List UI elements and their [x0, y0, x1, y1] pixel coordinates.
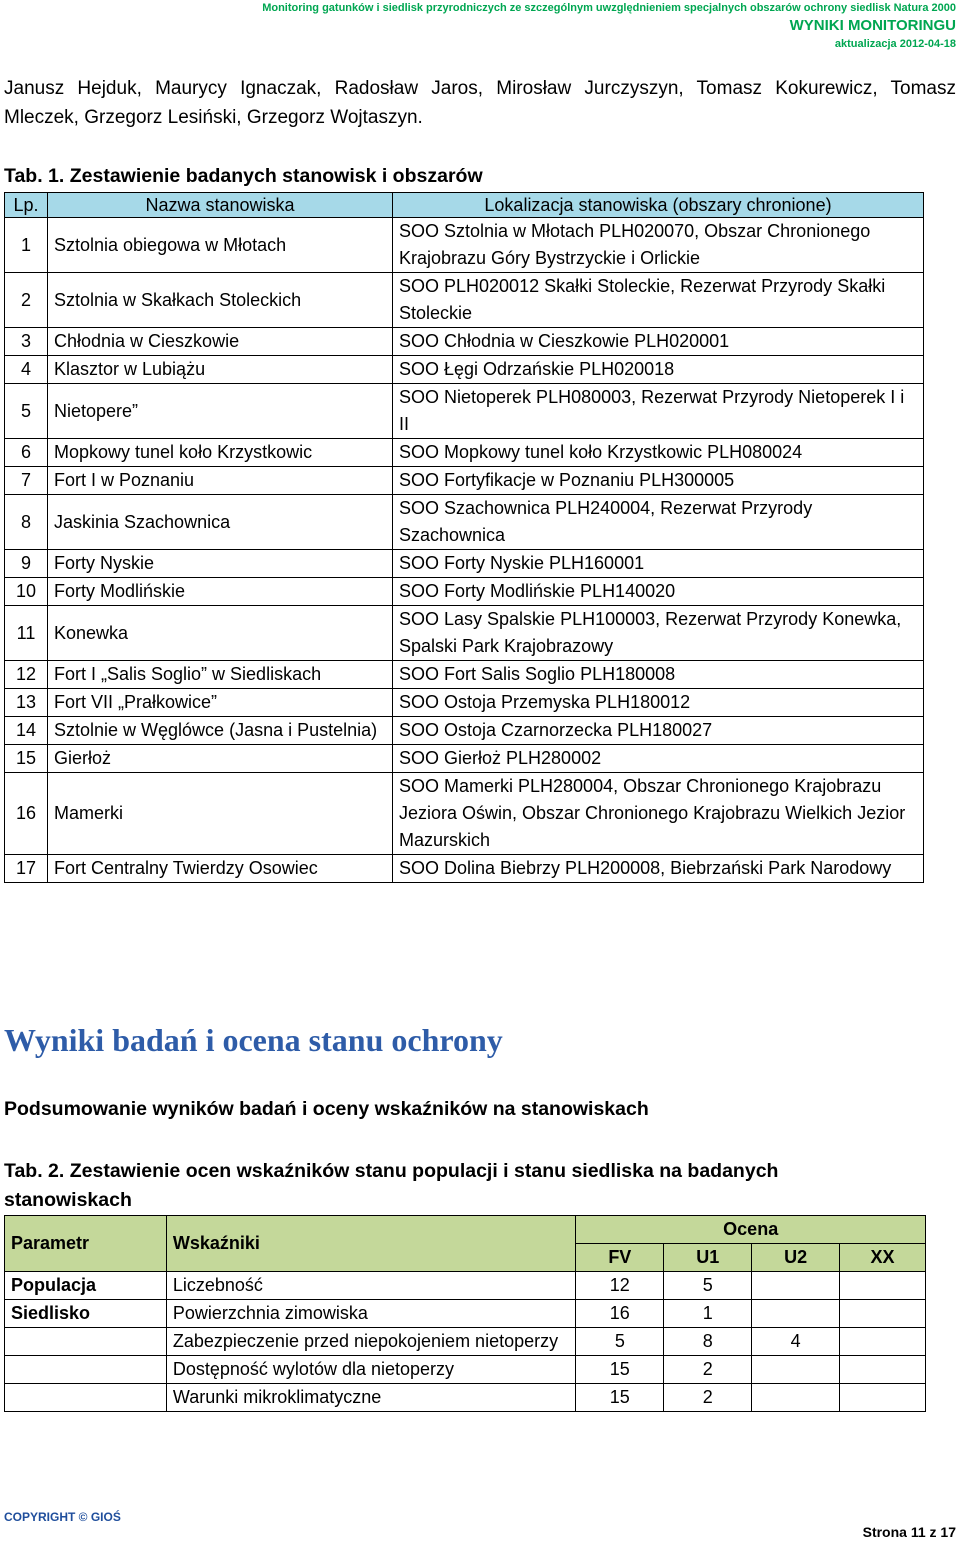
site-location: SOO Chłodnia w Cieszkowie PLH020001	[393, 328, 924, 356]
u1-cell: 1	[664, 1300, 752, 1328]
table-row	[5, 745, 924, 773]
site-location: SOO Łęgi Odrzańskie PLH020018	[393, 356, 924, 384]
site-name: Fort VII „Prałkowice”	[48, 689, 393, 717]
row-number: 4	[5, 356, 48, 384]
page-number: Strona 11 z 17	[862, 1524, 956, 1540]
site-name: Fort I „Salis Soglio” w Siedliskach	[48, 661, 393, 689]
site-name: Forty Nyskie	[48, 550, 393, 578]
parameter-cell: Siedlisko	[5, 1300, 167, 1328]
th-fv: FV	[576, 1244, 664, 1272]
site-location: SOO Sztolnia w Młotach PLH020070, Obszar Chronionego Krajobrazu Góry Bystrzyckie i Orlickie	[393, 218, 924, 273]
table-row	[5, 661, 924, 689]
row-number: 8	[5, 495, 48, 550]
u1-cell: 5	[664, 1272, 752, 1300]
row-number: 6	[5, 439, 48, 467]
th-location: Lokalizacja stanowiska (obszary chronione)	[393, 193, 924, 218]
table-row	[5, 855, 924, 883]
row-number: 3	[5, 328, 48, 356]
site-name: Fort Centralny Twierdzy Osowiec	[48, 855, 393, 883]
table-row	[5, 1300, 926, 1328]
table-row	[5, 356, 924, 384]
row-number: 11	[5, 606, 48, 661]
site-location: SOO Dolina Biebrzy PLH200008, Biebrzański Park Narodowy	[393, 855, 924, 883]
indicator-cell: Dostępność wylotów dla nietoperzy	[166, 1356, 576, 1384]
indicator-cell: Warunki mikroklimatyczne	[166, 1384, 576, 1412]
authors: Janusz Hejduk, Maurycy Ignaczak, Radosław Jaros, Mirosław Jurczyszyn, Tomasz Kokurewicz, Tomasz Mleczek, Grzegorz Lesiński, Grzegorz Wojtaszyn.	[4, 78, 956, 128]
table-row	[5, 689, 924, 717]
table-row	[5, 550, 924, 578]
parameter-cell: Populacja	[5, 1272, 167, 1300]
table-row	[5, 578, 924, 606]
xx-cell	[840, 1272, 926, 1300]
th-u2: U2	[752, 1244, 840, 1272]
header-results: WYNIKI MONITORINGU	[789, 17, 956, 34]
site-location: SOO Mamerki PLH280004, Obszar Chronionego Krajobrazu Jeziora Oświn, Obszar Chronionego Krajobrazu Wielkich Jezior Mazurskich	[393, 773, 924, 855]
header-update-date: aktualizacja 2012-04-18	[834, 38, 956, 50]
table-row	[5, 1384, 926, 1412]
th-ocena: Ocena	[576, 1216, 926, 1244]
row-number: 5	[5, 384, 48, 439]
site-location: SOO Lasy Spalskie PLH100003, Rezerwat Przyrody Konewka, Spalski Park Krajobrazowy	[393, 606, 924, 661]
u2-cell	[752, 1384, 840, 1412]
site-name: Konewka	[48, 606, 393, 661]
assessment-table	[4, 1215, 926, 1412]
row-number: 9	[5, 550, 48, 578]
parameter-cell	[5, 1384, 167, 1412]
table-row	[5, 439, 924, 467]
site-location: SOO Szachownica PLH240004, Rezerwat Przyrody Szachownica	[393, 495, 924, 550]
site-name: Mopkowy tunel koło Krzystkowic	[48, 439, 393, 467]
subsection-title: Podsumowanie wyników badań i oceny wskaźników na stanowiskach	[4, 1098, 649, 1120]
table-row	[5, 1272, 926, 1300]
site-location: SOO Forty Nyskie PLH160001	[393, 550, 924, 578]
table-row	[5, 773, 924, 855]
row-number: 10	[5, 578, 48, 606]
parameter-cell	[5, 1356, 167, 1384]
xx-cell	[840, 1300, 926, 1328]
th-u1: U1	[664, 1244, 752, 1272]
site-name: Mamerki	[48, 773, 393, 855]
section-title: Wyniki badań i ocena stanu ochrony	[4, 1022, 503, 1058]
indicator-cell: Powierzchnia zimowiska	[166, 1300, 576, 1328]
fv-cell: 15	[576, 1384, 664, 1412]
copyright: COPYRIGHT © GIOŚ	[4, 1510, 121, 1524]
u1-cell: 2	[664, 1356, 752, 1384]
sites-table	[4, 192, 924, 883]
table-row	[5, 717, 924, 745]
xx-cell	[840, 1328, 926, 1356]
row-number: 16	[5, 773, 48, 855]
site-location: SOO Gierłoż PLH280002	[393, 745, 924, 773]
site-location: SOO Fort Salis Soglio PLH180008	[393, 661, 924, 689]
site-name: Gierłoż	[48, 745, 393, 773]
table1-caption: Tab. 1. Zestawienie badanych stanowisk i obszarów	[4, 165, 483, 187]
xx-cell	[840, 1384, 926, 1412]
table-row	[5, 495, 924, 550]
site-name: Sztolnia w Skałkach Stoleckich	[48, 273, 393, 328]
site-name: Sztolnie w Węglówce (Jasna i Pustelnia)	[48, 717, 393, 745]
u1-cell: 2	[664, 1384, 752, 1412]
fv-cell: 15	[576, 1356, 664, 1384]
site-name: Chłodnia w Cieszkowie	[48, 328, 393, 356]
site-name: Sztolnia obiegowa w Młotach	[48, 218, 393, 273]
table-row	[5, 273, 924, 328]
table-row	[5, 1328, 926, 1356]
row-number: 2	[5, 273, 48, 328]
u2-cell	[752, 1356, 840, 1384]
u1-cell: 8	[664, 1328, 752, 1356]
parameter-cell	[5, 1328, 167, 1356]
th-wskazniki: Wskaźniki	[166, 1216, 576, 1272]
row-number: 12	[5, 661, 48, 689]
header-title: Monitoring gatunków i siedlisk przyrodniczych ze szczególnym uwzględnieniem specjalnych obszarów ochrony siedlisk Natura 2000	[262, 2, 956, 14]
table2-caption: Tab. 2. Zestawienie ocen wskaźników stanu populacji i stanu siedliska na badanych stanowiskach	[4, 1160, 779, 1211]
table-row	[5, 467, 924, 495]
site-location: SOO Fortyfikacje w Poznaniu PLH300005	[393, 467, 924, 495]
site-location: SOO Ostoja Czarnorzecka PLH180027	[393, 717, 924, 745]
site-location: SOO Ostoja Przemyska PLH180012	[393, 689, 924, 717]
table-row	[5, 1356, 926, 1384]
fv-cell: 16	[576, 1300, 664, 1328]
xx-cell	[840, 1356, 926, 1384]
fv-cell: 12	[576, 1272, 664, 1300]
row-number: 13	[5, 689, 48, 717]
row-number: 14	[5, 717, 48, 745]
u2-cell	[752, 1300, 840, 1328]
site-name: Klasztor w Lubiążu	[48, 356, 393, 384]
th-name: Nazwa stanowiska	[48, 193, 393, 218]
site-location: SOO Mopkowy tunel koło Krzystkowic PLH080024	[393, 439, 924, 467]
table-row	[5, 606, 924, 661]
th-parametr: Parametr	[5, 1216, 167, 1272]
site-location: SOO PLH020012 Skałki Stoleckie, Rezerwat Przyrody Skałki Stoleckie	[393, 273, 924, 328]
th-lp: Lp.	[5, 193, 48, 218]
table-row	[5, 384, 924, 439]
u2-cell: 4	[752, 1328, 840, 1356]
site-location: SOO Forty Modlińskie PLH140020	[393, 578, 924, 606]
site-name: Forty Modlińskie	[48, 578, 393, 606]
row-number: 1	[5, 218, 48, 273]
fv-cell: 5	[576, 1328, 664, 1356]
row-number: 7	[5, 467, 48, 495]
indicator-cell: Liczebność	[166, 1272, 576, 1300]
th-xx: XX	[840, 1244, 926, 1272]
site-name: Fort I w Poznaniu	[48, 467, 393, 495]
site-location: SOO Nietoperek PLH080003, Rezerwat Przyrody Nietoperek I i II	[393, 384, 924, 439]
site-name: Jaskinia Szachownica	[48, 495, 393, 550]
site-name: Nietopere”	[48, 384, 393, 439]
row-number: 17	[5, 855, 48, 883]
u2-cell	[752, 1272, 840, 1300]
table-row	[5, 328, 924, 356]
table-row	[5, 218, 924, 273]
indicator-cell: Zabezpieczenie przed niepokojeniem nietoperzy	[166, 1328, 576, 1356]
row-number: 15	[5, 745, 48, 773]
